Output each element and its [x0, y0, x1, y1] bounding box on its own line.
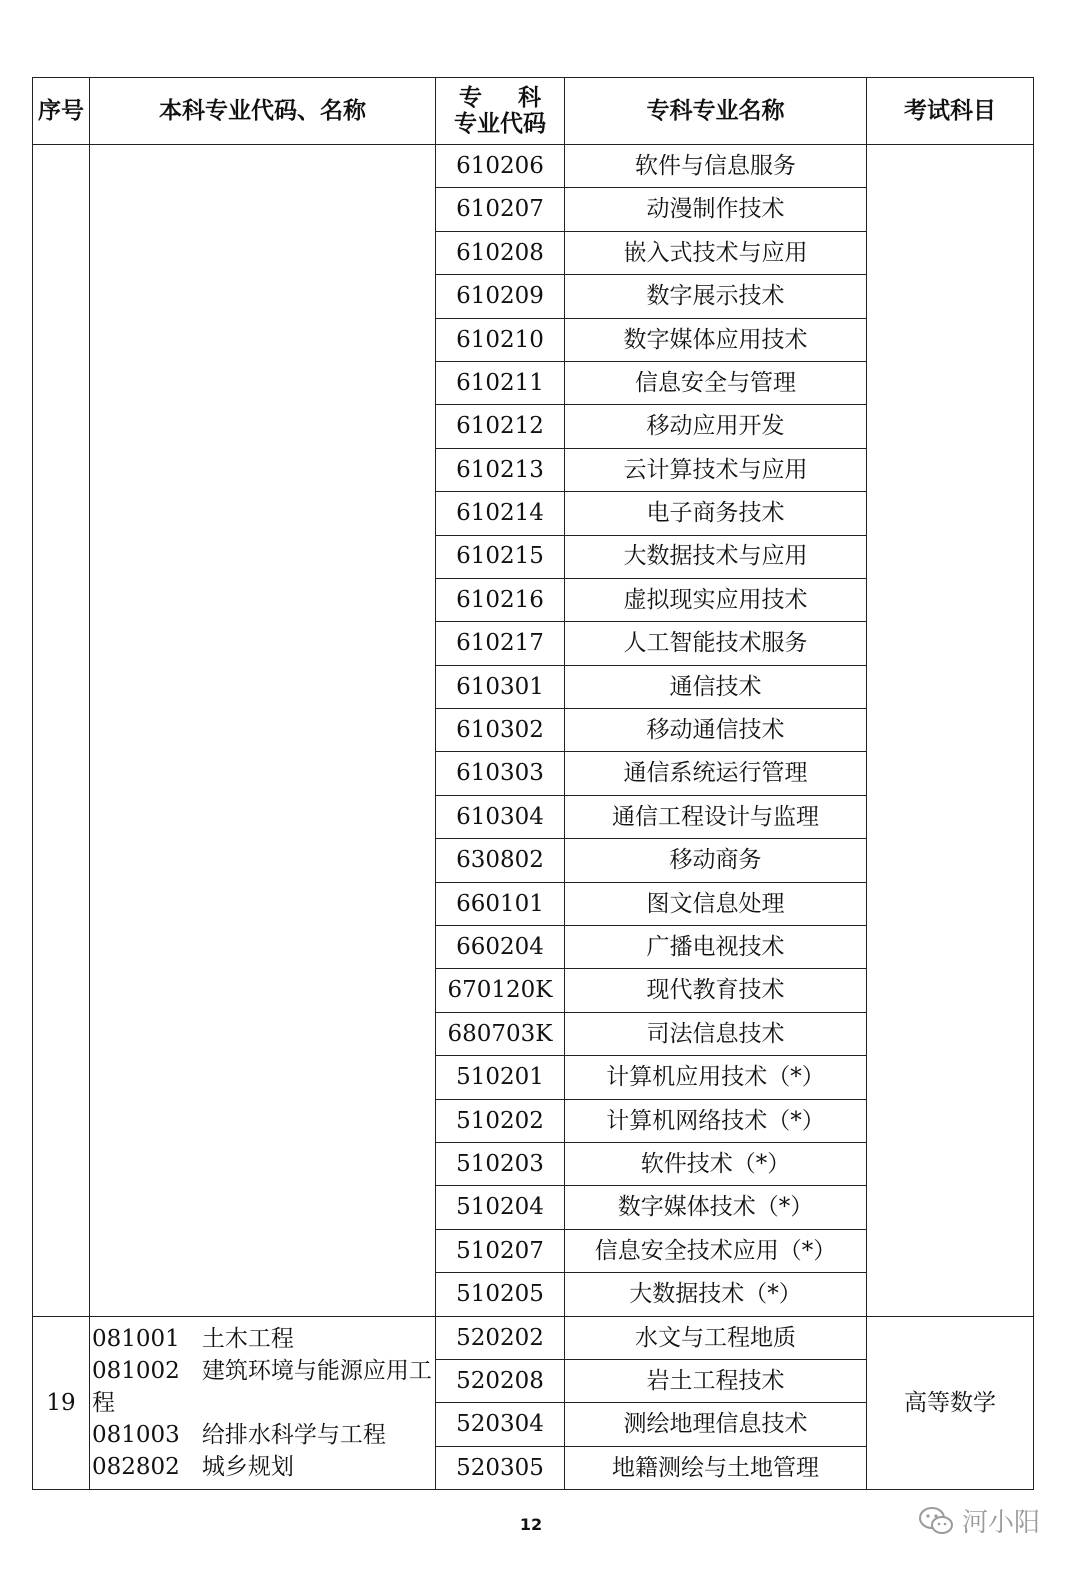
- undergrad-item: [90, 1419, 435, 1451]
- major-name-cell: 软件与信息服务: [565, 145, 867, 188]
- major-code-cell: 520208: [436, 1359, 565, 1402]
- undergrad-code: 082802: [92, 1453, 180, 1480]
- major-name-cell: 信息安全与管理: [565, 361, 867, 404]
- major-code-cell: 520304: [436, 1403, 565, 1446]
- major-name-cell: 数字媒体应用技术: [565, 318, 867, 361]
- major-name-cell: 移动应用开发: [565, 405, 867, 448]
- major-name-cell: 岩土工程技术: [565, 1359, 867, 1402]
- undergrad-cell: [90, 145, 436, 1317]
- major-name-cell: 软件技术（*）: [565, 1142, 867, 1185]
- major-code-cell: 660204: [436, 926, 565, 969]
- table-header-row: [33, 78, 1034, 145]
- major-code-cell: 660101: [436, 882, 565, 925]
- major-code-cell: 610206: [436, 145, 565, 188]
- major-name-cell: 现代教育技术: [565, 969, 867, 1012]
- major-code-cell: 610215: [436, 535, 565, 578]
- header-code-line1: 专 科: [458, 84, 555, 111]
- major-code-cell: 610214: [436, 492, 565, 535]
- major-name-cell: 动漫制作技术: [565, 188, 867, 231]
- major-name-cell: 电子商务技术: [565, 492, 867, 535]
- major-code-cell: 610217: [436, 622, 565, 665]
- undergrad-code: 081003: [92, 1421, 180, 1448]
- header-seq: 序号: [33, 78, 90, 145]
- major-name-cell: 信息安全技术应用（*）: [565, 1229, 867, 1272]
- major-name-cell: 水文与工程地质: [565, 1316, 867, 1359]
- major-name-cell: 广播电视技术: [565, 926, 867, 969]
- watermark: [918, 1502, 1040, 1539]
- major-name-cell: 通信技术: [565, 665, 867, 708]
- header-name: 专科专业名称: [565, 78, 867, 145]
- undergrad-code: 081002: [92, 1357, 180, 1384]
- major-code-cell: 610213: [436, 448, 565, 491]
- major-name-cell: 地籍测绘与土地管理: [565, 1446, 867, 1489]
- major-code-cell: 630802: [436, 839, 565, 882]
- major-name-cell: 测绘地理信息技术: [565, 1403, 867, 1446]
- major-name-cell: 人工智能技术服务: [565, 622, 867, 665]
- major-code-cell: 670120K: [436, 969, 565, 1012]
- major-name-cell: 数字展示技术: [565, 275, 867, 318]
- wechat-icon: [918, 1506, 954, 1536]
- header-subject: 考试科目: [867, 78, 1034, 145]
- major-name-cell: 计算机应用技术（*）: [565, 1056, 867, 1099]
- table-row: [33, 145, 1034, 188]
- major-code-cell: 610212: [436, 405, 565, 448]
- undergrad-code: 081001: [92, 1325, 180, 1352]
- major-code-cell: 510204: [436, 1186, 565, 1229]
- undergrad-item: [90, 1323, 435, 1355]
- major-code-cell: 520305: [436, 1446, 565, 1489]
- major-name-cell: 数字媒体技术（*）: [565, 1186, 867, 1229]
- header-undergrad: 本科专业代码、名称: [90, 78, 436, 145]
- major-code-cell: 520202: [436, 1316, 565, 1359]
- undergrad-name: 城乡规划: [201, 1453, 294, 1480]
- major-name-cell: 大数据技术与应用: [565, 535, 867, 578]
- major-name-cell: 大数据技术（*）: [565, 1273, 867, 1316]
- major-code-cell: 610210: [436, 318, 565, 361]
- undergrad-cell: [90, 1316, 436, 1490]
- major-name-cell: 虚拟现实应用技术: [565, 578, 867, 621]
- major-name-cell: 图文信息处理: [565, 882, 867, 925]
- major-code-cell: 510202: [436, 1099, 565, 1142]
- seq-cell: 19: [33, 1316, 90, 1490]
- major-name-cell: 移动商务: [565, 839, 867, 882]
- major-code-cell: 680703K: [436, 1012, 565, 1055]
- undergrad-name: 建筑环境与能源应用工程: [92, 1357, 432, 1416]
- major-code-cell: 510201: [436, 1056, 565, 1099]
- major-name-cell: 嵌入式技术与应用: [565, 231, 867, 274]
- major-name-cell: 通信系统运行管理: [565, 752, 867, 795]
- major-code-cell: 610303: [436, 752, 565, 795]
- major-code-cell: 510203: [436, 1142, 565, 1185]
- seq-cell: [33, 145, 90, 1317]
- table-body: [33, 145, 1034, 1490]
- major-code-cell: 610211: [436, 361, 565, 404]
- header-code-line2: 专业代码: [454, 111, 546, 137]
- subject-cell: [867, 145, 1034, 1317]
- header-code: [436, 78, 565, 145]
- major-name-cell: 移动通信技术: [565, 709, 867, 752]
- table-row: [33, 1316, 1034, 1359]
- subject-cell: 高等数学: [867, 1316, 1034, 1490]
- undergrad-item: [90, 1355, 435, 1419]
- major-name-cell: 云计算技术与应用: [565, 448, 867, 491]
- major-code-cell: 510205: [436, 1273, 565, 1316]
- major-name-cell: 计算机网络技术（*）: [565, 1099, 867, 1142]
- page-number: 12: [519, 1515, 543, 1534]
- major-table: [32, 77, 1034, 1490]
- major-name-cell: 司法信息技术: [565, 1012, 867, 1055]
- major-code-cell: 610304: [436, 795, 565, 838]
- undergrad-item: [90, 1451, 435, 1483]
- undergrad-name: 土木工程: [201, 1325, 294, 1352]
- major-code-cell: 610302: [436, 709, 565, 752]
- major-code-cell: 510207: [436, 1229, 565, 1272]
- major-code-cell: 610216: [436, 578, 565, 621]
- major-code-cell: 610207: [436, 188, 565, 231]
- major-code-cell: 610301: [436, 665, 565, 708]
- major-name-cell: 通信工程设计与监理: [565, 795, 867, 838]
- major-code-cell: 610208: [436, 231, 565, 274]
- major-code-cell: 610209: [436, 275, 565, 318]
- undergrad-name: 给排水科学与工程: [201, 1421, 386, 1448]
- watermark-text: 河小阳: [961, 1508, 1040, 1538]
